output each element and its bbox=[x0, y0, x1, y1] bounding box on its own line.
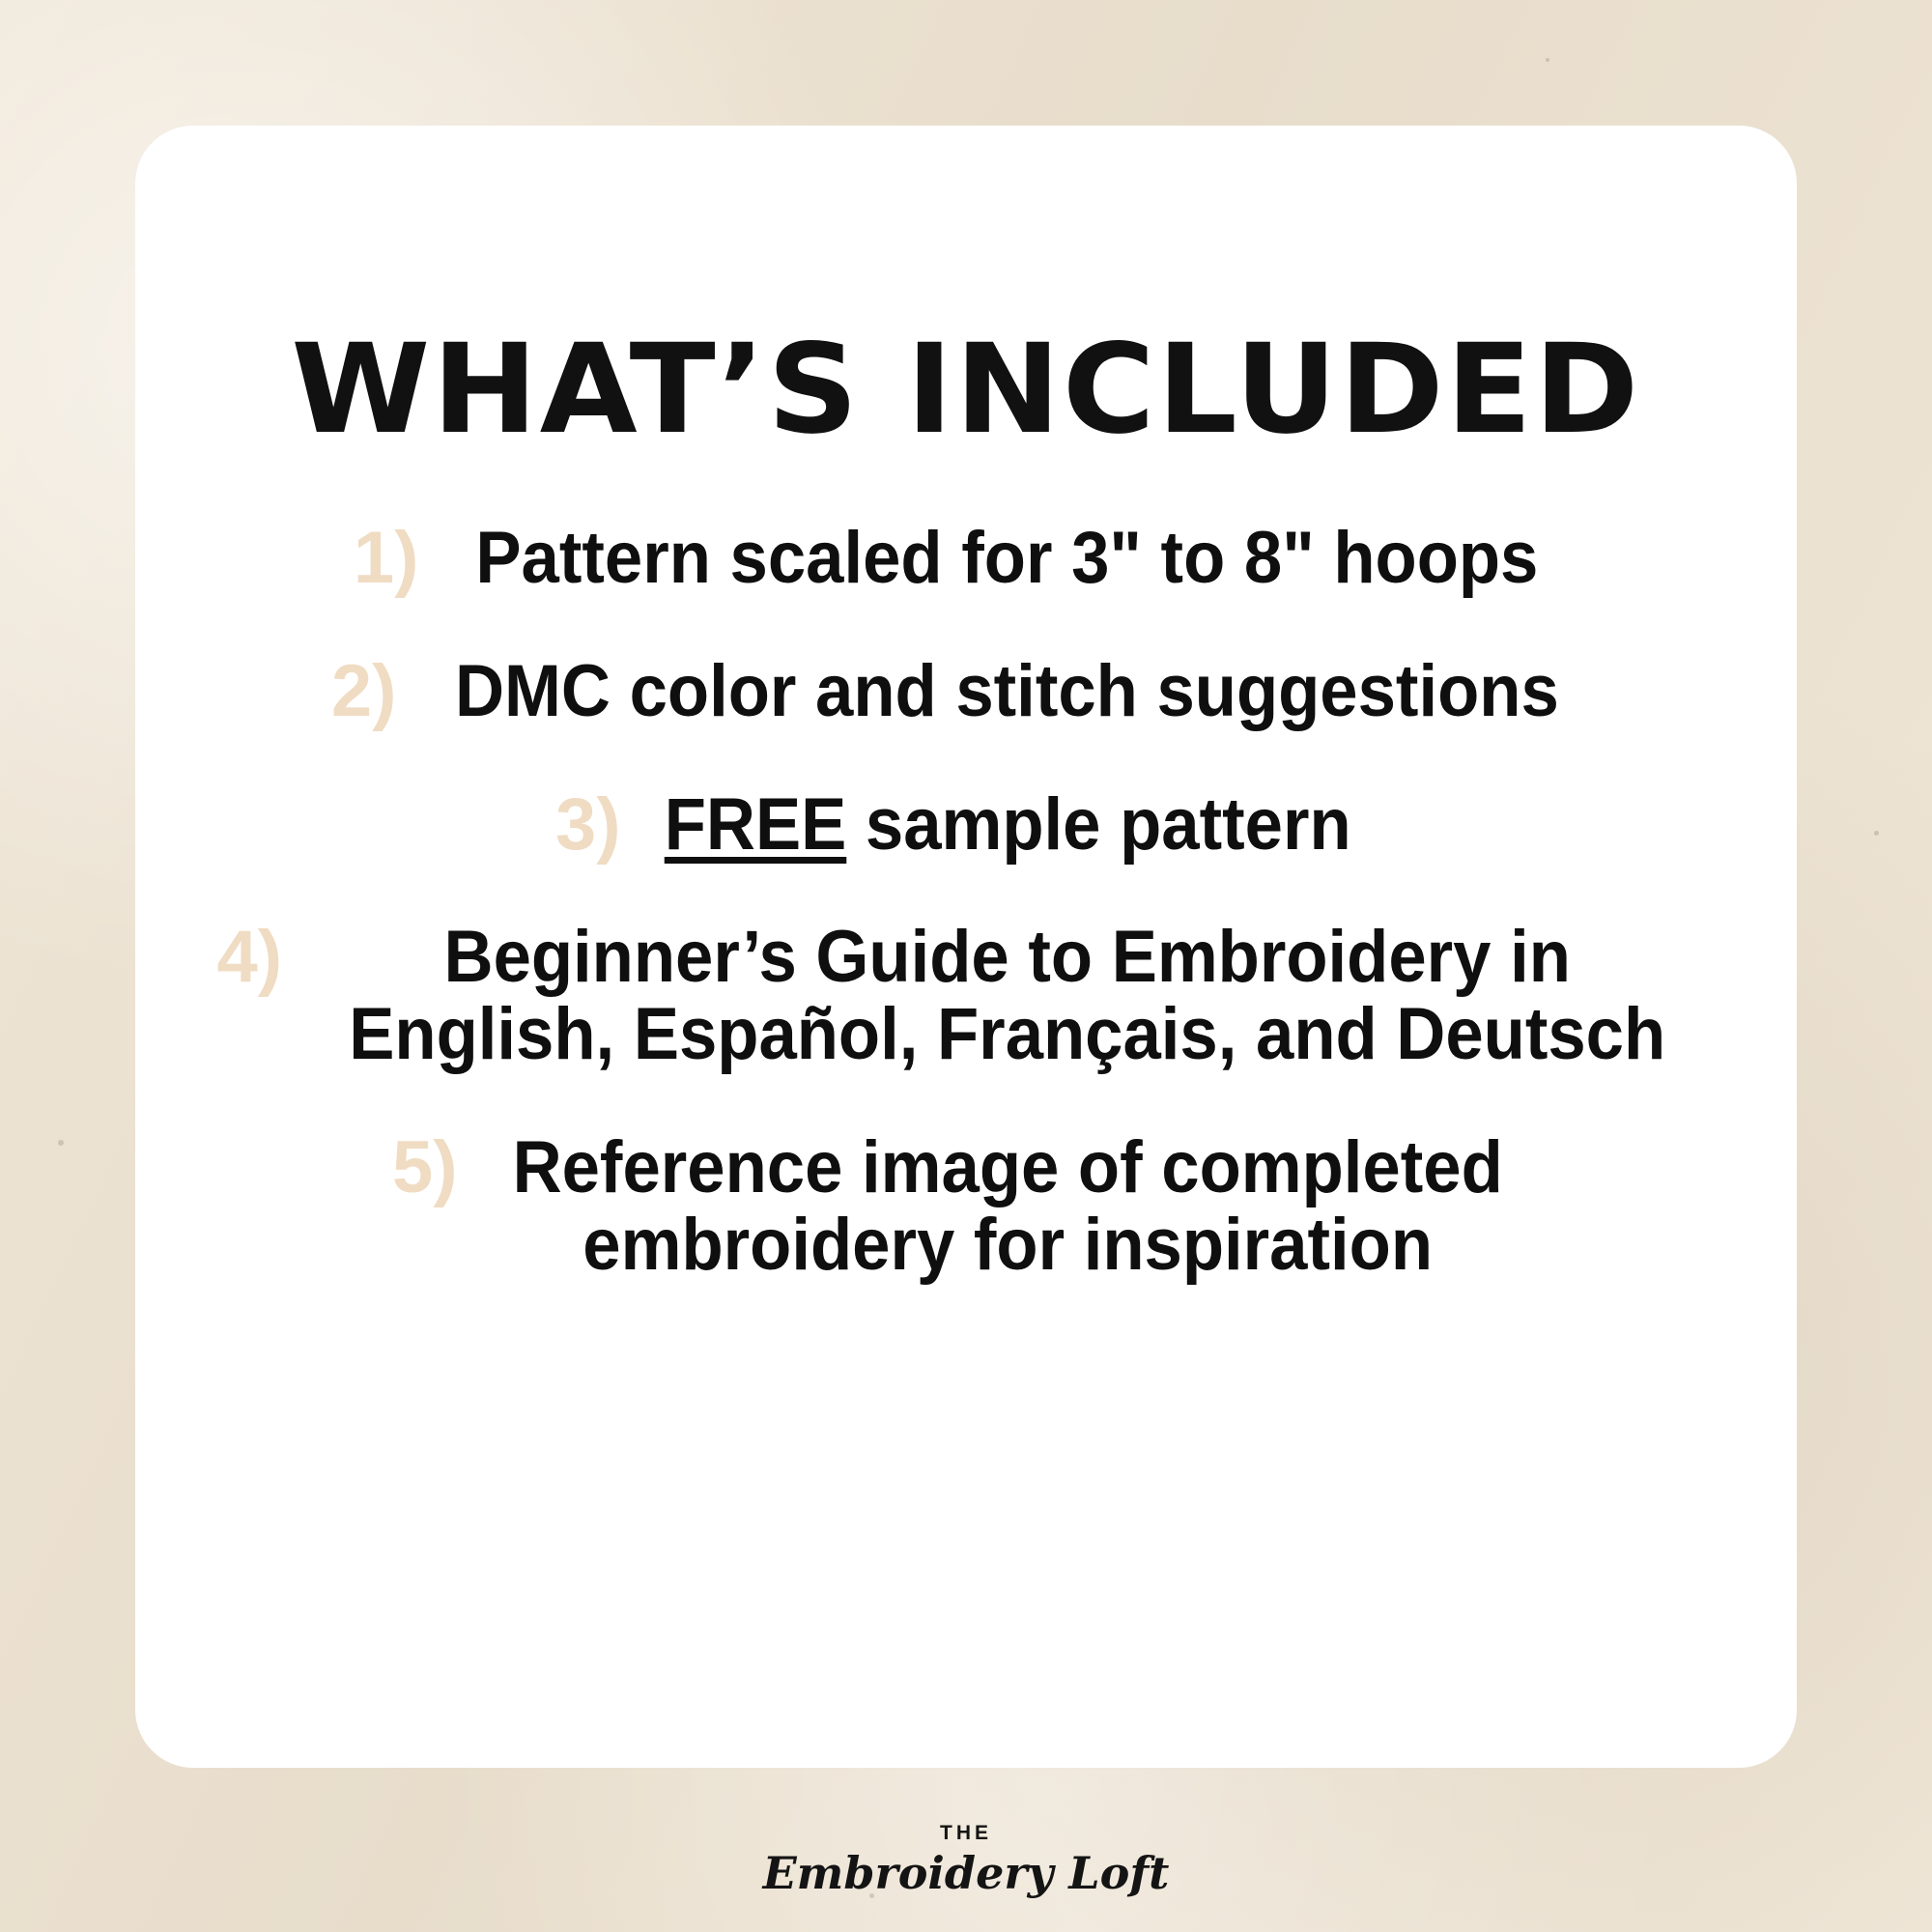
list-item-line-2: embroidery for inspiration bbox=[582, 1203, 1433, 1286]
included-list bbox=[203, 517, 1729, 1340]
paper-speck bbox=[58, 1140, 64, 1146]
list-item-number: 1) bbox=[353, 517, 419, 599]
paper-speck bbox=[1546, 58, 1549, 62]
list-item-number: 4) bbox=[216, 916, 283, 999]
list-item-number: 3) bbox=[554, 782, 621, 866]
brand-prefix: THE bbox=[940, 1822, 992, 1844]
list-item bbox=[203, 916, 1729, 1076]
paper-speck bbox=[1874, 831, 1879, 836]
free-emphasis: FREE bbox=[664, 782, 846, 866]
page-title: WHAT’S INCLUDED bbox=[291, 318, 1641, 462]
list-item-line-2: English, Español, Français, and Deutsch bbox=[349, 993, 1666, 1076]
brand-footer bbox=[0, 1822, 1932, 1899]
list-item-label: DMC color and stitch suggestions bbox=[455, 649, 1560, 732]
list-item bbox=[203, 517, 1729, 599]
list-item-label bbox=[512, 1125, 1503, 1286]
list-item-label bbox=[349, 916, 1666, 1076]
list-item-number: 5) bbox=[392, 1125, 458, 1208]
list-item-line-1: Reference image of completed bbox=[512, 1125, 1503, 1208]
list-item-line-1: Beginner’s Guide to Embroidery in bbox=[443, 916, 1571, 999]
brand-name: Embroidery Loft bbox=[762, 1847, 1170, 1899]
list-item-label bbox=[664, 782, 1351, 866]
list-item bbox=[203, 782, 1729, 866]
list-item bbox=[203, 649, 1729, 732]
list-item-number: 2) bbox=[330, 649, 397, 732]
list-item-label-rest: sample pattern bbox=[845, 782, 1351, 866]
content-card bbox=[135, 126, 1797, 1768]
list-item bbox=[203, 1125, 1729, 1286]
list-item-label: Pattern scaled for 3" to 8" hoops bbox=[475, 517, 1539, 599]
